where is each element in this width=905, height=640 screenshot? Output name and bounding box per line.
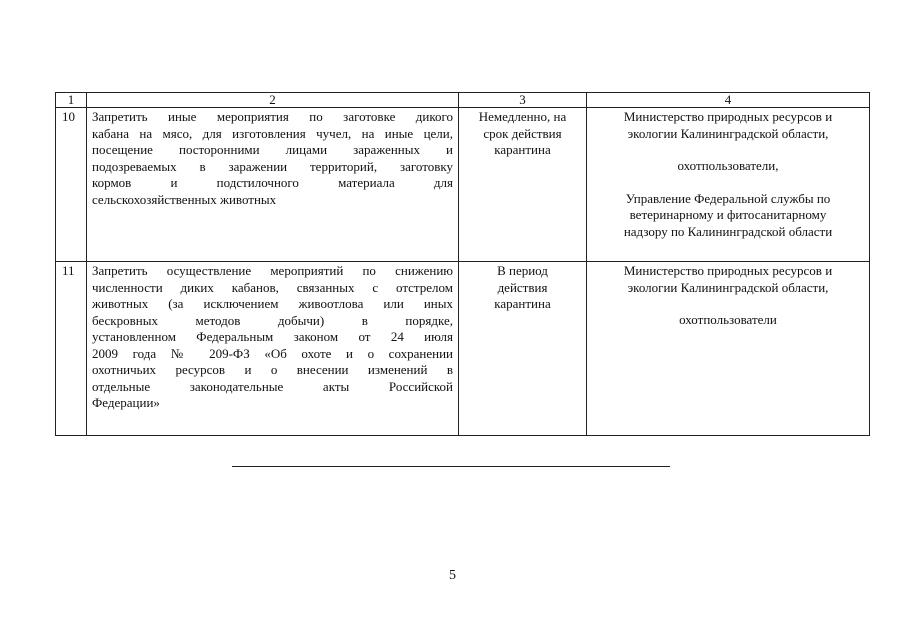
measure-line: 2009 года № 209-ФЗ «Об охоте и о сохранении [92,345,453,361]
responsible-cell [587,108,870,262]
measure-line: кабана на мясо, для изготовления чучел, на иные цели, [92,125,453,141]
responsible-line: Управление Федеральной службы по [625,190,831,206]
measure-line: животных (за исключением живоотлова или иных [92,296,453,311]
measure-line: отдельные законодательные акты Российской [92,378,453,394]
header-cell-4: 4 [587,93,870,108]
page-number: 5 [449,568,456,583]
measure-line: численности диких кабанов, связанных с отстрелом [92,279,453,295]
table-row-10 [56,108,870,262]
row-number: 10 [56,108,87,262]
row-number: 11 [56,262,87,436]
responsible-line: ветеринарному и фитосанитарному [629,207,827,222]
measures-table [55,92,870,436]
header-cell-1: 1 [56,93,87,108]
responsible-cell [587,262,870,436]
measure-line: сельскохозяйственных животных [92,191,277,207]
responsible-line: экологии Калининградской области, [627,125,829,141]
period-line: срок действия [483,125,562,141]
header-cell-3: 3 [459,93,587,108]
measure-line: кормов и подстилочного материала для [92,175,453,190]
separator-line [232,466,670,467]
table-row-11 [56,262,870,436]
table-header-row [56,93,870,108]
period-line: карантина [494,142,551,157]
measure-line: подозреваемых в заражении территорий, заготовку [92,158,453,174]
period-line: карантина [494,296,551,311]
header-cell-2: 2 [87,93,459,108]
measure-line: Федерации» [92,395,160,410]
measure-cell [87,108,459,262]
responsible-line: Министерство природных ресурсов и [623,263,833,278]
measure-line: охотничьих ресурсов и о внесении изменений в [92,362,453,377]
responsible-line: Министерство природных ресурсов и [623,109,833,124]
period-line: В период [497,263,548,278]
responsible-line: экологии Калининградской области, [627,279,829,295]
responsible-line: охотпользователи [679,312,777,327]
measure-line: Запретить осуществление мероприятий по снижению [92,263,453,278]
period-line: действия [497,279,548,295]
responsible-line: охотпользователи, [677,158,779,173]
measure-line: бескровных методов добычи) в порядке, [92,312,453,328]
period-cell [459,108,587,262]
measure-line: посещение посторонними лицами зараженных и [92,142,453,157]
measure-line: Запретить иные мероприятия по заготовке дикого [92,109,453,124]
measure-cell [87,262,459,436]
period-cell [459,262,587,436]
measure-line: установленном Федеральным законом от 24 июля [92,329,453,344]
period-line: Немедленно, на [478,109,567,124]
responsible-line: надзору по Калининградской области [623,223,833,239]
